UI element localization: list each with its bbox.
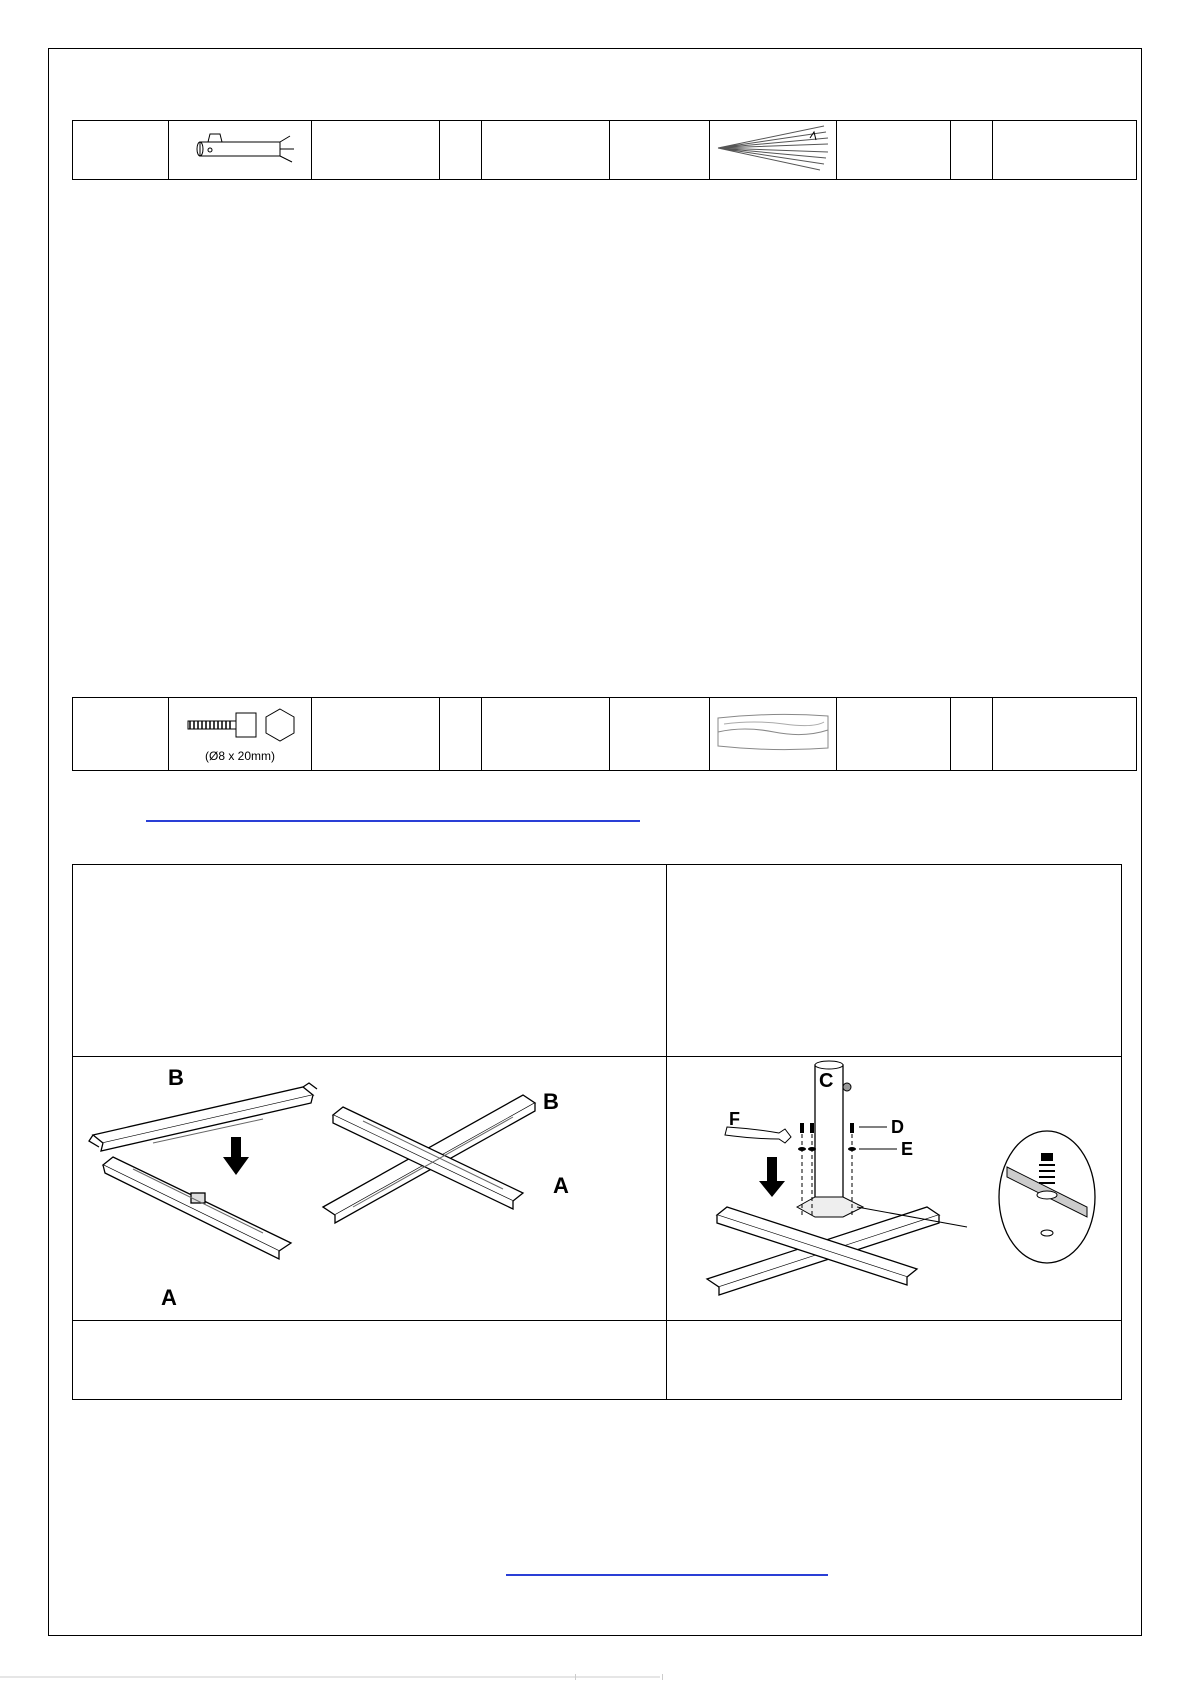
parts-cell (610, 121, 710, 180)
label-e: E (901, 1139, 914, 1159)
parts-row (73, 121, 1137, 180)
pole-connector-image (169, 121, 312, 180)
label-b-top: B (168, 1065, 184, 1090)
parts-cell (312, 698, 440, 771)
label-c: C (819, 1070, 834, 1092)
label-a-bottom: A (161, 1285, 177, 1310)
label-a-right: A (553, 1173, 569, 1198)
parts-cell (993, 121, 1137, 180)
link-underline[interactable] (146, 820, 640, 822)
footer-link-underline[interactable] (506, 1574, 828, 1576)
parts-cell (993, 698, 1137, 771)
bolt-image (169, 698, 312, 771)
bolt-nut-icon (180, 705, 300, 743)
parts-cell (312, 121, 440, 180)
label-b-right: B (543, 1089, 559, 1114)
parts-cell (73, 698, 169, 771)
parts-cell (837, 698, 951, 771)
bolt-size-caption: (Ø8 x 20mm) (204, 749, 275, 763)
step1-illustration (73, 1057, 667, 1321)
parts-cell (951, 698, 993, 771)
step2-text-cell (667, 865, 1122, 1057)
parts-row (73, 698, 1137, 771)
parts-cell (482, 698, 610, 771)
parts-cell (951, 121, 993, 180)
assembly-steps-table (72, 864, 1122, 1400)
canopy-frame-image (710, 121, 837, 180)
parts-cell (73, 121, 169, 180)
label-d: D (891, 1117, 904, 1137)
canopy-cover-image (710, 698, 837, 771)
steps-caption-row (73, 1321, 1122, 1400)
parts-table-top (72, 120, 1137, 180)
parts-cell (482, 121, 610, 180)
steps-text-row (73, 865, 1122, 1057)
canopy-cover-icon (714, 710, 832, 754)
footer-rule-marker (575, 1674, 663, 1680)
step2-illustration (667, 1057, 1122, 1321)
pole-mount-diagram (667, 1057, 1122, 1315)
parts-cell (440, 698, 482, 771)
parts-table-bottom (72, 697, 1137, 771)
cross-base-assembly-diagram (73, 1057, 667, 1315)
canopy-ribs-icon (714, 122, 832, 174)
parts-cell (440, 121, 482, 180)
step1-caption-cell (73, 1321, 667, 1400)
label-f: F (729, 1109, 740, 1129)
parts-cell (837, 121, 951, 180)
steps-illustration-row (73, 1057, 1122, 1321)
footer-rule (0, 1676, 660, 1678)
step1-text-cell (73, 865, 667, 1057)
step2-caption-cell (667, 1321, 1122, 1400)
parts-cell (610, 698, 710, 771)
pole-tube-icon (180, 128, 300, 168)
